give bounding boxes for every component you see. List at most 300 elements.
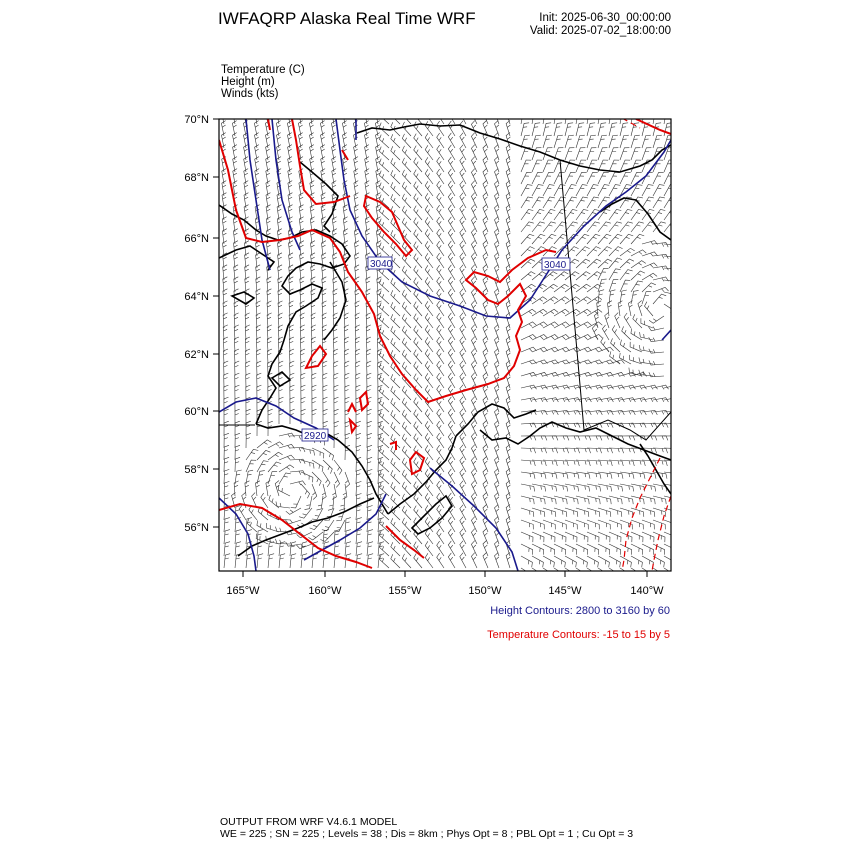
wind-barb [620, 290, 627, 304]
wind-barb [402, 410, 411, 424]
wind-barb [576, 247, 590, 256]
wind-barb [323, 373, 328, 388]
wind-barb [653, 277, 669, 281]
wind-barb [532, 160, 542, 172]
wind-barb [631, 328, 642, 340]
wind-barb [257, 440, 272, 448]
wind-barb [414, 194, 422, 208]
wind-barb [609, 544, 621, 555]
model-config: WE = 225 ; SN = 225 ; Levels = 38 ; Dis = 8km ; Phys Opt = 8 ; PBL Opt = 1 ; Cu Opt = 3 [220, 828, 634, 840]
wind-barb [554, 222, 567, 232]
wind-barb [402, 398, 411, 412]
wind-barb [279, 465, 294, 472]
temperature-contour [386, 526, 424, 558]
height-contour [430, 468, 518, 571]
wind-barb [649, 372, 664, 377]
wind-barb [543, 544, 555, 555]
wind-barb [437, 133, 444, 148]
wind-barb [532, 185, 543, 196]
wind-barb [620, 209, 632, 220]
temperature-contour [348, 404, 356, 412]
wind-barb [460, 325, 466, 340]
wind-barb [301, 373, 306, 388]
wind-barb [391, 182, 400, 196]
wind-barb [391, 110, 400, 124]
wind-barb [290, 459, 305, 464]
wind-barb [425, 481, 433, 496]
height-contour [662, 330, 671, 340]
wind-barb [414, 350, 422, 364]
wind-barb [414, 158, 422, 172]
wind-barb [437, 373, 444, 388]
wind-barb [649, 349, 664, 353]
temperature-contour [350, 420, 356, 432]
wind-barb [460, 193, 466, 208]
wind-barb [425, 121, 433, 136]
wind-barb [414, 374, 422, 388]
wind-barb [543, 110, 550, 124]
wind-barb [587, 110, 594, 124]
wind-barb [448, 169, 455, 184]
height-label: 2920 [304, 431, 327, 442]
wind-barb [631, 271, 645, 280]
yukon-coast [600, 198, 671, 240]
wind-barb [414, 506, 422, 520]
legend-height: Height (m) [221, 76, 275, 88]
wind-barb [609, 135, 618, 148]
wind-barb [414, 266, 422, 280]
wind-barb [312, 409, 317, 424]
wind-barb [391, 338, 400, 352]
wind-barb [448, 457, 455, 472]
wind-barb [448, 553, 455, 568]
wind-barb [256, 481, 260, 496]
wind-barb [598, 544, 610, 555]
wind-barb [437, 157, 444, 172]
wind-barb [587, 135, 596, 148]
wind-barb [323, 554, 329, 568]
wind-barb [379, 483, 389, 496]
wind-barb [448, 241, 455, 256]
wind-barb [587, 568, 598, 580]
wind-barb [532, 197, 544, 208]
legend-winds: Winds (kts) [221, 88, 279, 100]
wind-barb [448, 421, 455, 436]
wind-barb [521, 568, 532, 580]
wind-barb [414, 254, 422, 268]
wind-barb [460, 229, 466, 244]
wind-barb [268, 462, 281, 472]
wind-barb [425, 109, 433, 124]
wind-barb [645, 302, 654, 316]
wind-barb [521, 209, 533, 220]
wind-barb [554, 123, 562, 136]
wind-barb [246, 433, 251, 448]
wind-barb [521, 520, 533, 529]
wind-barb [425, 325, 433, 340]
wind-barb [402, 122, 411, 136]
wind-barb [576, 568, 587, 580]
wind-barb [312, 448, 324, 458]
wind-barb [379, 111, 389, 124]
wind-barb [532, 123, 540, 136]
wind-barb [521, 544, 533, 555]
wind-barb [414, 302, 422, 316]
wind-barb [620, 110, 627, 124]
wind-barb [437, 241, 444, 256]
legend-temperature: Temperature (C) [221, 64, 305, 76]
wind-barb [653, 135, 662, 148]
wind-barb [620, 123, 628, 136]
wind-barb [391, 290, 400, 304]
wind-barb [576, 520, 588, 529]
wind-barb [598, 222, 611, 232]
wind-barb [437, 301, 444, 316]
wind-barb [576, 544, 588, 555]
wind-barb [587, 309, 602, 316]
wind-barb [425, 493, 433, 508]
lon-label: 145°W [548, 585, 582, 597]
wind-barb [437, 541, 444, 556]
wind-barb [246, 460, 256, 472]
wind-barb [268, 471, 277, 484]
wind-barb [532, 222, 545, 232]
wind-barb [402, 158, 411, 172]
wind-barb [576, 185, 587, 196]
wind-barb [598, 268, 609, 280]
norton-sound [324, 262, 346, 340]
wind-barb [565, 247, 579, 256]
wind-barb [653, 544, 665, 555]
wind-barb [642, 185, 653, 196]
wind-barb [391, 470, 400, 484]
wind-barb [521, 372, 537, 376]
wind-barb [414, 434, 422, 448]
wind-barb [565, 520, 577, 529]
wind-barb [521, 123, 529, 136]
wind-barb [275, 539, 290, 544]
wind-barb [565, 532, 577, 542]
wind-barb [414, 326, 422, 340]
wind-barb [521, 247, 535, 256]
wind-barb [448, 253, 455, 268]
wind-barb [664, 532, 676, 542]
wind-barb [379, 159, 389, 172]
wind-barb [543, 222, 556, 232]
wind-barb [642, 241, 658, 245]
wind-barb [391, 554, 400, 568]
wind-barb [402, 134, 411, 148]
wind-barb [565, 110, 572, 124]
wind-barb [367, 373, 372, 388]
wind-barb [448, 337, 455, 352]
wind-barb [402, 194, 411, 208]
wind-barb [587, 123, 595, 136]
wind-barb [642, 283, 656, 292]
wind-barb [414, 362, 422, 376]
wind-barb [521, 197, 533, 208]
wind-barb [425, 349, 433, 364]
wind-barb [448, 133, 455, 148]
wind-barb [425, 421, 433, 436]
plot-title: IWFAQRP Alaska Real Time WRF [218, 9, 476, 28]
wind-barb [653, 520, 665, 529]
wind-barb [301, 448, 315, 456]
wind-barb [391, 278, 400, 292]
wind-barb [323, 460, 332, 474]
wind-barb [638, 301, 642, 317]
wind-barb [460, 397, 466, 412]
wind-barb [576, 172, 587, 184]
wind-barb [257, 450, 270, 460]
wind-barb [322, 520, 334, 531]
wind-barb [620, 148, 629, 160]
wind-barb [664, 520, 676, 529]
wind-barb [402, 482, 411, 496]
wind-barb [664, 568, 675, 580]
wind-barb [649, 360, 664, 365]
wind-barb [414, 494, 422, 508]
wind-barb [554, 110, 561, 124]
wind-barb [631, 544, 643, 555]
wind-barb [543, 160, 553, 172]
wind-barb [279, 455, 295, 460]
wind-barb [437, 181, 444, 196]
wind-barb [543, 185, 554, 196]
wind-barb [391, 350, 400, 364]
wind-barb [615, 313, 620, 328]
wind-barb [448, 469, 455, 484]
wind-barb [620, 568, 631, 580]
wind-barb [425, 409, 433, 424]
wind-barb [414, 422, 422, 436]
wind-barb [543, 556, 554, 567]
wind-barb [402, 446, 411, 460]
wind-barb [425, 145, 433, 160]
wind-barb [334, 385, 339, 400]
wind-barb [247, 519, 257, 532]
lat-label: 56°N [184, 522, 209, 534]
wind-barb [642, 520, 654, 529]
wind-barb [437, 253, 444, 268]
wind-barb [532, 172, 543, 184]
wind-barb [402, 362, 411, 376]
lon-label: 165°W [226, 585, 260, 597]
wind-barb [391, 170, 400, 184]
wind-barb [448, 217, 455, 232]
wind-barb [521, 508, 534, 517]
wind-barb [425, 361, 433, 376]
wind-barb [587, 222, 600, 232]
wind-barb [653, 294, 666, 304]
wind-barb [437, 229, 444, 244]
wind-barb [460, 469, 466, 484]
wind-barb [532, 532, 544, 542]
model-version: OUTPUT FROM WRF V4.6.1 MODEL [220, 816, 398, 828]
wind-barb [437, 169, 444, 184]
wind-barb [664, 304, 675, 316]
wind-barb [576, 148, 585, 160]
wind-barb [460, 337, 466, 352]
wind-barb [268, 442, 283, 448]
wind-barb [587, 272, 601, 280]
wind-barb [437, 313, 444, 328]
wind-barb [402, 290, 411, 304]
wind-barb [521, 148, 530, 160]
wind-barb [631, 222, 644, 232]
wind-barb [266, 523, 279, 532]
wind-barb [598, 247, 612, 256]
temperature-contour [410, 452, 424, 474]
wind-barb [328, 496, 334, 510]
wind-barb [334, 373, 339, 388]
wind-barb [414, 182, 422, 196]
wind-barb [320, 532, 334, 541]
wind-barb [460, 541, 466, 556]
wind-barb [598, 123, 606, 136]
wind-barb [653, 110, 660, 124]
wind-barb [448, 229, 455, 244]
wind-barb [620, 353, 632, 364]
wind-barb [246, 449, 258, 460]
wind-barb [257, 554, 263, 568]
wind-barb [448, 517, 455, 532]
wind-barb [598, 185, 609, 196]
wind-barb [279, 473, 291, 484]
wind-barb [379, 291, 389, 304]
wind-barb [598, 135, 607, 148]
wind-barb [653, 287, 669, 292]
wind-barb [565, 556, 576, 567]
wind-barb [609, 123, 617, 136]
wind-barb [565, 185, 576, 196]
wind-barb [448, 361, 455, 376]
wind-barb [664, 160, 674, 172]
wind-barb [521, 460, 535, 466]
wind-barb [587, 185, 598, 196]
wind-barb [448, 529, 455, 544]
wind-barb [425, 265, 433, 280]
wind-barb [460, 217, 466, 232]
wind-barb [379, 531, 389, 544]
wind-barb [543, 123, 551, 136]
wind-barb [460, 133, 466, 148]
wind-barb [437, 277, 444, 292]
wind-barb [379, 171, 389, 184]
wind-barb [448, 157, 455, 172]
wind-barb [425, 205, 433, 220]
wind-barb [391, 194, 400, 208]
wind-barb [620, 248, 635, 256]
wind-barb [257, 461, 268, 472]
wind-barb [609, 172, 620, 184]
wind-barb [437, 325, 444, 340]
wind-barb [532, 568, 543, 580]
lon-label: 150°W [468, 585, 502, 597]
wind-barb [612, 325, 620, 340]
political-borders [219, 160, 671, 440]
wind-barb [448, 277, 455, 292]
wind-barb [414, 110, 422, 124]
temperature-contour [390, 442, 396, 450]
wind-barb [414, 230, 422, 244]
wind-barb [543, 568, 554, 580]
wind-barb [278, 485, 290, 496]
wind-barb [565, 568, 576, 580]
wind-barb [653, 172, 664, 184]
wind-barb [301, 460, 314, 469]
wind-barb [425, 373, 433, 388]
wind-barb [543, 172, 554, 184]
wind-barb [279, 433, 295, 437]
wind-barb [576, 259, 590, 268]
wind-barb [437, 337, 444, 352]
wind-barb [279, 385, 284, 400]
temperature-contour [268, 119, 270, 130]
wind-barb [587, 247, 601, 256]
wind-barb [609, 258, 622, 268]
wind-barb [437, 349, 444, 364]
wind-barb [587, 172, 598, 184]
wind-barb [379, 519, 389, 532]
wind-barb [379, 279, 389, 292]
wind-barb [554, 135, 563, 148]
wind-barb [391, 422, 400, 436]
wind-barb [576, 110, 583, 124]
wind-barb [425, 157, 433, 172]
wind-barb [631, 568, 642, 580]
wind-barb [609, 520, 621, 529]
wind-barb [609, 269, 621, 280]
wind-barb [639, 345, 653, 352]
wind-barb [460, 121, 466, 136]
wind-barb [543, 532, 555, 542]
wind-barb [391, 134, 400, 148]
wind-barb [402, 350, 411, 364]
wind-barb [609, 185, 620, 196]
wind-barb [598, 532, 610, 542]
wind-barb [460, 457, 466, 472]
wind-barb [448, 409, 455, 424]
height-label: 3040 [370, 259, 393, 270]
wind-barb [653, 254, 668, 258]
wind-barb [620, 135, 629, 148]
wind-barb [460, 289, 466, 304]
wind-barb [521, 472, 535, 479]
wind-barb [624, 313, 631, 328]
wind-barb [460, 445, 466, 460]
wind-barb [402, 266, 411, 280]
wind-barb [576, 123, 584, 136]
wind-barb [301, 385, 306, 400]
wind-barb [664, 209, 676, 220]
wind-barb [235, 385, 240, 400]
wind-barb [448, 313, 455, 328]
se-panhandle [640, 444, 671, 494]
wind-barb [437, 529, 444, 544]
wind-barb [414, 338, 422, 352]
wind-barb [653, 209, 665, 220]
wind-barb [391, 542, 400, 556]
wind-barb [640, 332, 653, 340]
wind-barb [565, 135, 574, 148]
wind-barb [391, 146, 400, 160]
wind-barb [437, 421, 444, 436]
wind-barb [290, 385, 295, 400]
wind-barb [261, 493, 268, 508]
wind-barb [308, 532, 323, 540]
wind-barb [437, 217, 444, 232]
